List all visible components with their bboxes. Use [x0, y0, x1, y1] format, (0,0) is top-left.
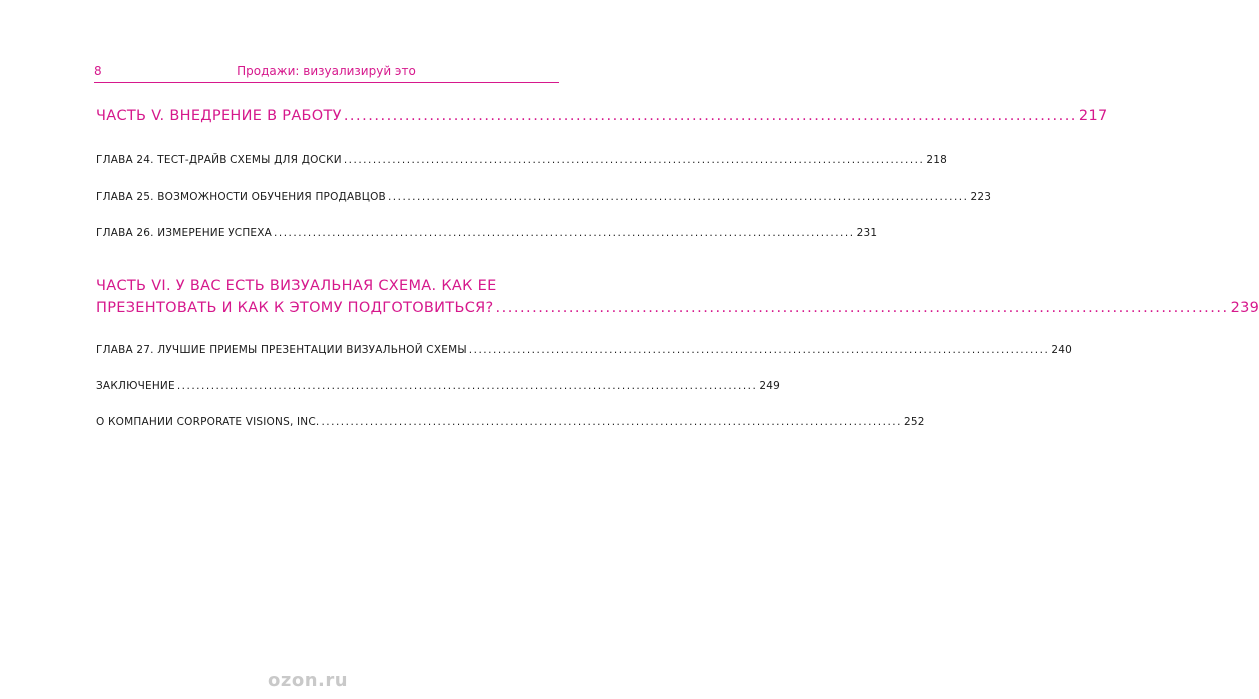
toc-part-6-line-1: ЧАСТЬ VI. У ВАС ЕСТЬ ВИЗУАЛЬНАЯ СХЕМА. КАК ЕЕ: [96, 278, 497, 294]
toc-part-6-label-line-2: ПРЕЗЕНТОВАТЬ И КАК К ЭТОМУ ПОДГОТОВИТЬСЯ?: [96, 300, 494, 316]
toc-conclusion: [96, 380, 781, 392]
toc-about-company: [96, 416, 925, 428]
toc-chapter-27-label: ГЛАВА 27. ЛУЧШИЕ ПРИЕМЫ ПРЕЗЕНТАЦИИ ВИЗУАЛЬНОЙ СХЕМЫ: [96, 344, 467, 356]
toc-chapter-24-label: ГЛАВА 24. ТЕСТ-ДРАЙВ СХЕМЫ ДЛЯ ДОСКИ: [96, 154, 342, 166]
toc-leader-dots: ........................................................................................................................: [321, 416, 902, 428]
toc-leader-dots: ........................................................................................................................: [274, 227, 855, 239]
toc-chapter-25-page: 223: [970, 191, 992, 203]
toc-chapter-25-label: ГЛАВА 25. ВОЗМОЖНОСТИ ОБУЧЕНИЯ ПРОДАВЦОВ: [96, 191, 386, 203]
running-header: [94, 64, 559, 82]
header-rule: [94, 82, 559, 83]
toc-part-5: [96, 108, 1108, 124]
toc-leader-dots: ........................................................................................................................: [468, 344, 1050, 356]
toc-part-6: [96, 300, 1259, 316]
page-number: 8: [94, 64, 102, 78]
toc-part-5-label: ЧАСТЬ V. ВНЕДРЕНИЕ В РАБОТУ: [96, 108, 342, 124]
toc-chapter-27-page: 240: [1051, 344, 1072, 356]
toc-about-company-label: О КОМПАНИИ CORPORATE VISIONS, INC.: [96, 416, 320, 428]
toc-chapter-24: [96, 154, 947, 166]
toc-chapter-26: [96, 227, 878, 239]
toc-about-company-page: 252: [903, 416, 925, 428]
toc-chapter-25: [96, 191, 992, 203]
toc-chapter-27: [96, 344, 1072, 356]
toc-leader-dots: ........................................................................................................................: [387, 191, 969, 203]
watermark: ozon.ru: [268, 670, 349, 691]
toc-leader-dots: ........................................................................................................................: [176, 380, 758, 392]
toc-part-5-page: 217: [1078, 108, 1108, 124]
toc-chapter-24-page: 218: [926, 154, 947, 166]
toc-chapter-26-label: ГЛАВА 26. ИЗМЕРЕНИЕ УСПЕХА: [96, 227, 273, 239]
running-title: Продажи: визуализируй это: [237, 64, 416, 78]
toc-leader-dots: ........................................................................................................................: [343, 108, 1077, 124]
toc-part-6-page: 239: [1230, 300, 1259, 316]
toc-conclusion-page: 249: [759, 380, 781, 392]
toc-leader-dots: ........................................................................................................................: [343, 154, 925, 166]
toc-chapter-26-page: 231: [856, 227, 878, 239]
toc-conclusion-label: ЗАКЛЮЧЕНИЕ: [96, 380, 175, 392]
toc-leader-dots: ........................................................................................................................: [495, 300, 1229, 316]
